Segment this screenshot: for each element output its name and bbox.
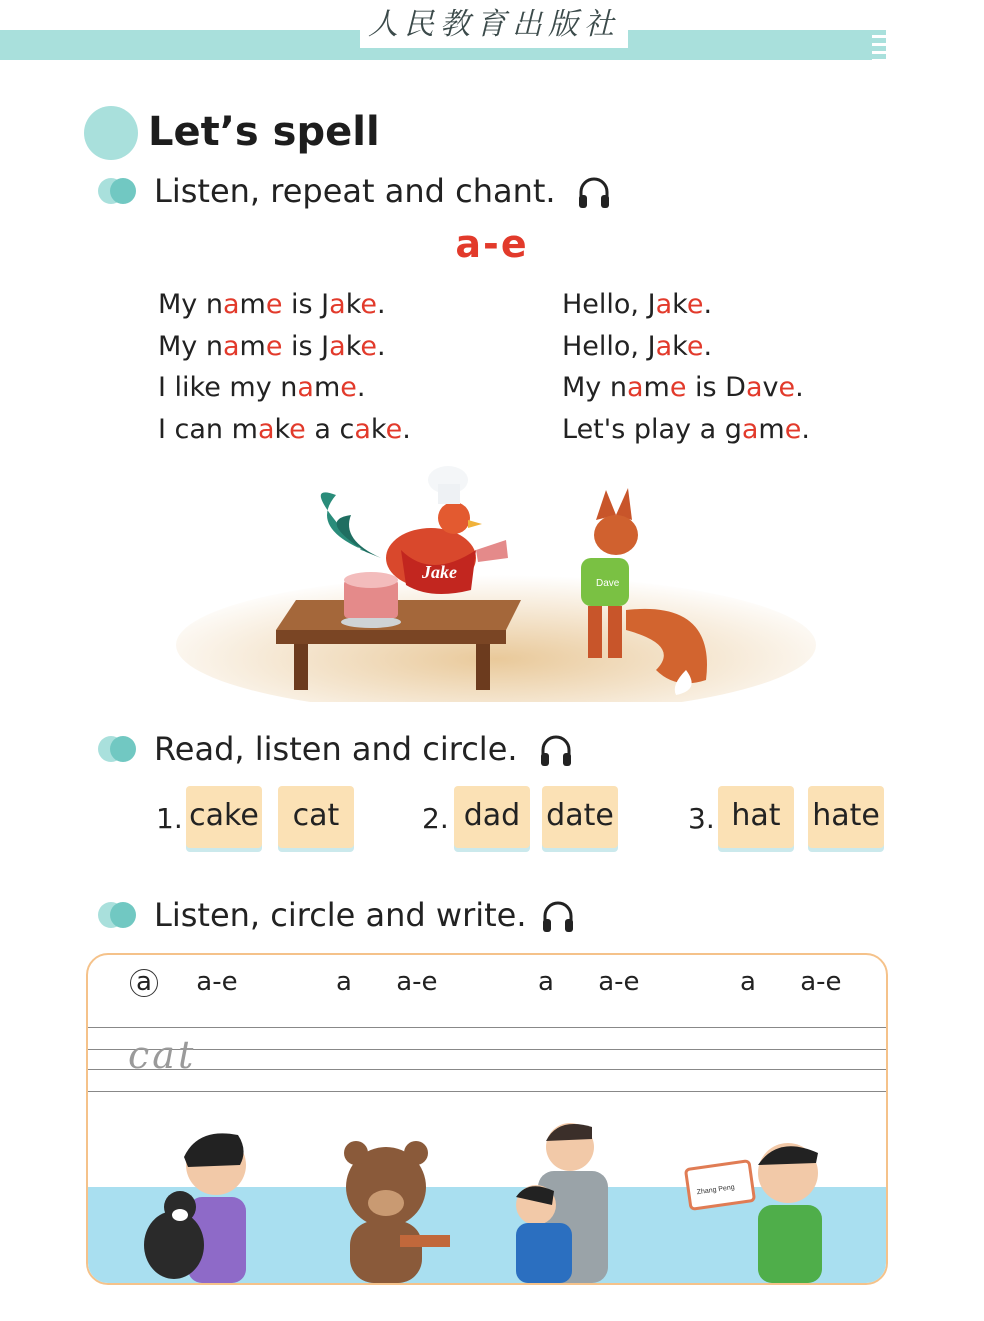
highlighted-letter: e	[686, 289, 704, 320]
highlighted-letter: a	[329, 330, 346, 362]
publisher-name: 人民教育出版社	[360, 2, 628, 48]
chant-text: m	[239, 289, 266, 320]
chant-text: My n	[562, 372, 627, 403]
highlighted-letter: a	[745, 372, 763, 403]
bullet-icon	[98, 736, 136, 762]
activity-label: Listen, repeat and chant.	[154, 172, 556, 210]
choice-ae[interactable]: a-e	[598, 967, 640, 997]
chant-text: .	[356, 372, 366, 403]
choice-group	[538, 967, 640, 997]
chant-text: m	[758, 413, 785, 445]
word-card[interactable]: cat	[278, 786, 354, 848]
choice-a-circled[interactable]: a	[130, 969, 158, 997]
chant-line	[158, 326, 411, 368]
writing-line	[88, 1049, 886, 1050]
word-card[interactable]: dad	[454, 786, 530, 848]
chant-text: k	[672, 330, 687, 362]
highlighted-letter: a	[626, 372, 644, 403]
fox-shirt-label: Dave	[596, 578, 620, 589]
writing-panel	[86, 953, 888, 1285]
rooster-fox-illustration	[176, 440, 816, 702]
chant-text: Let's play a g	[562, 413, 742, 445]
section-dot-icon	[84, 106, 138, 160]
highlighted-letter: e	[340, 372, 357, 403]
highlighted-letter: e	[385, 413, 403, 445]
chant-text: a c	[305, 413, 355, 445]
sample-word: cat	[128, 1033, 197, 1077]
chant-text: k	[370, 413, 386, 445]
chant-line	[562, 367, 810, 409]
chant-line	[562, 284, 810, 326]
activity-label: Read, listen and circle.	[154, 730, 518, 768]
item-number: 3.	[688, 802, 715, 835]
highlighted-letter: e	[778, 372, 796, 403]
item-number: 2.	[422, 802, 449, 835]
chant-text: m	[643, 372, 670, 403]
rooster-apron-label: Jake	[422, 562, 457, 582]
headphones-icon[interactable]	[576, 176, 612, 210]
chant-text: Hello, J	[562, 330, 656, 362]
chant-left-column	[158, 284, 411, 450]
choice-ae[interactable]: a-e	[196, 967, 238, 997]
highlighted-letter: a	[741, 413, 759, 445]
phonics-title: a-e	[455, 222, 529, 266]
highlighted-letter: a	[257, 413, 275, 445]
chant-text: Hello, J	[562, 289, 656, 320]
highlighted-letter: a	[222, 330, 240, 362]
item-number: 1.	[156, 802, 183, 835]
highlighted-letter: e	[686, 330, 704, 362]
word-card[interactable]: hat	[718, 786, 794, 848]
highlighted-letter: e	[289, 413, 306, 445]
choice-group	[740, 967, 842, 997]
highlighted-letter: e	[265, 330, 283, 362]
chant-text: m	[313, 372, 341, 403]
highlighted-letter: e	[360, 289, 378, 320]
chant-text: v	[762, 372, 779, 403]
chant-right-column	[562, 284, 810, 450]
bullet-icon	[98, 178, 136, 204]
chant-text: is J	[282, 289, 330, 320]
highlighted-letter: e	[784, 413, 802, 445]
chant-text: m	[239, 330, 266, 362]
choice-ae[interactable]: a-e	[800, 967, 842, 997]
choice-group	[336, 967, 438, 997]
chant-text: k	[274, 413, 290, 445]
choice-a[interactable]: a	[538, 967, 554, 997]
chant-line	[562, 326, 810, 368]
choice-a[interactable]: a	[740, 967, 756, 997]
chant-text: I can m	[158, 413, 258, 445]
writing-line	[88, 1069, 886, 1070]
section-title: Let’s spell	[148, 109, 380, 155]
highlighted-letter: e	[265, 289, 283, 320]
writing-line	[88, 1091, 886, 1092]
chant-line	[158, 367, 411, 409]
highlighted-letter: a	[297, 372, 314, 403]
choice-a[interactable]: a	[336, 967, 352, 997]
card-text: Zhang Peng	[696, 1184, 736, 1197]
chant-text: My n	[158, 330, 223, 362]
highlighted-letter: a	[329, 289, 346, 320]
chant-text: is D	[686, 372, 746, 403]
highlighted-letter: a	[655, 289, 673, 320]
highlighted-letter: e	[669, 372, 687, 403]
activity-label: Listen, circle and write.	[154, 896, 527, 934]
chant-line	[158, 284, 411, 326]
chant-text: k	[345, 289, 361, 320]
chant-text: is J	[282, 330, 330, 362]
highlighted-letter: e	[360, 330, 378, 362]
chant-text: .	[795, 372, 804, 403]
headphones-icon[interactable]	[538, 734, 574, 768]
chant-text: .	[801, 413, 810, 445]
highlighted-letter: a	[222, 289, 240, 320]
chant-text: k	[345, 330, 361, 362]
word-card[interactable]: date	[542, 786, 618, 848]
chant-text: .	[402, 413, 411, 445]
word-choices-row	[0, 786, 984, 856]
bullet-icon	[98, 902, 136, 928]
word-card[interactable]: cake	[186, 786, 262, 848]
chant-text: .	[377, 330, 386, 362]
highlighted-letter: a	[354, 413, 371, 445]
word-card[interactable]: hate	[808, 786, 884, 848]
headphones-icon[interactable]	[540, 900, 576, 934]
characters-scene	[88, 1105, 886, 1283]
choice-ae[interactable]: a-e	[396, 967, 438, 997]
chant-text: .	[703, 330, 713, 362]
highlighted-letter: a	[655, 330, 673, 362]
chant-text: I like my n	[158, 372, 298, 403]
chant-text: .	[377, 289, 386, 320]
chant-text: .	[703, 289, 713, 320]
chant-text: My n	[158, 289, 223, 320]
choice-group	[130, 967, 238, 997]
writing-line	[88, 1027, 886, 1028]
chant-text: k	[672, 289, 687, 320]
